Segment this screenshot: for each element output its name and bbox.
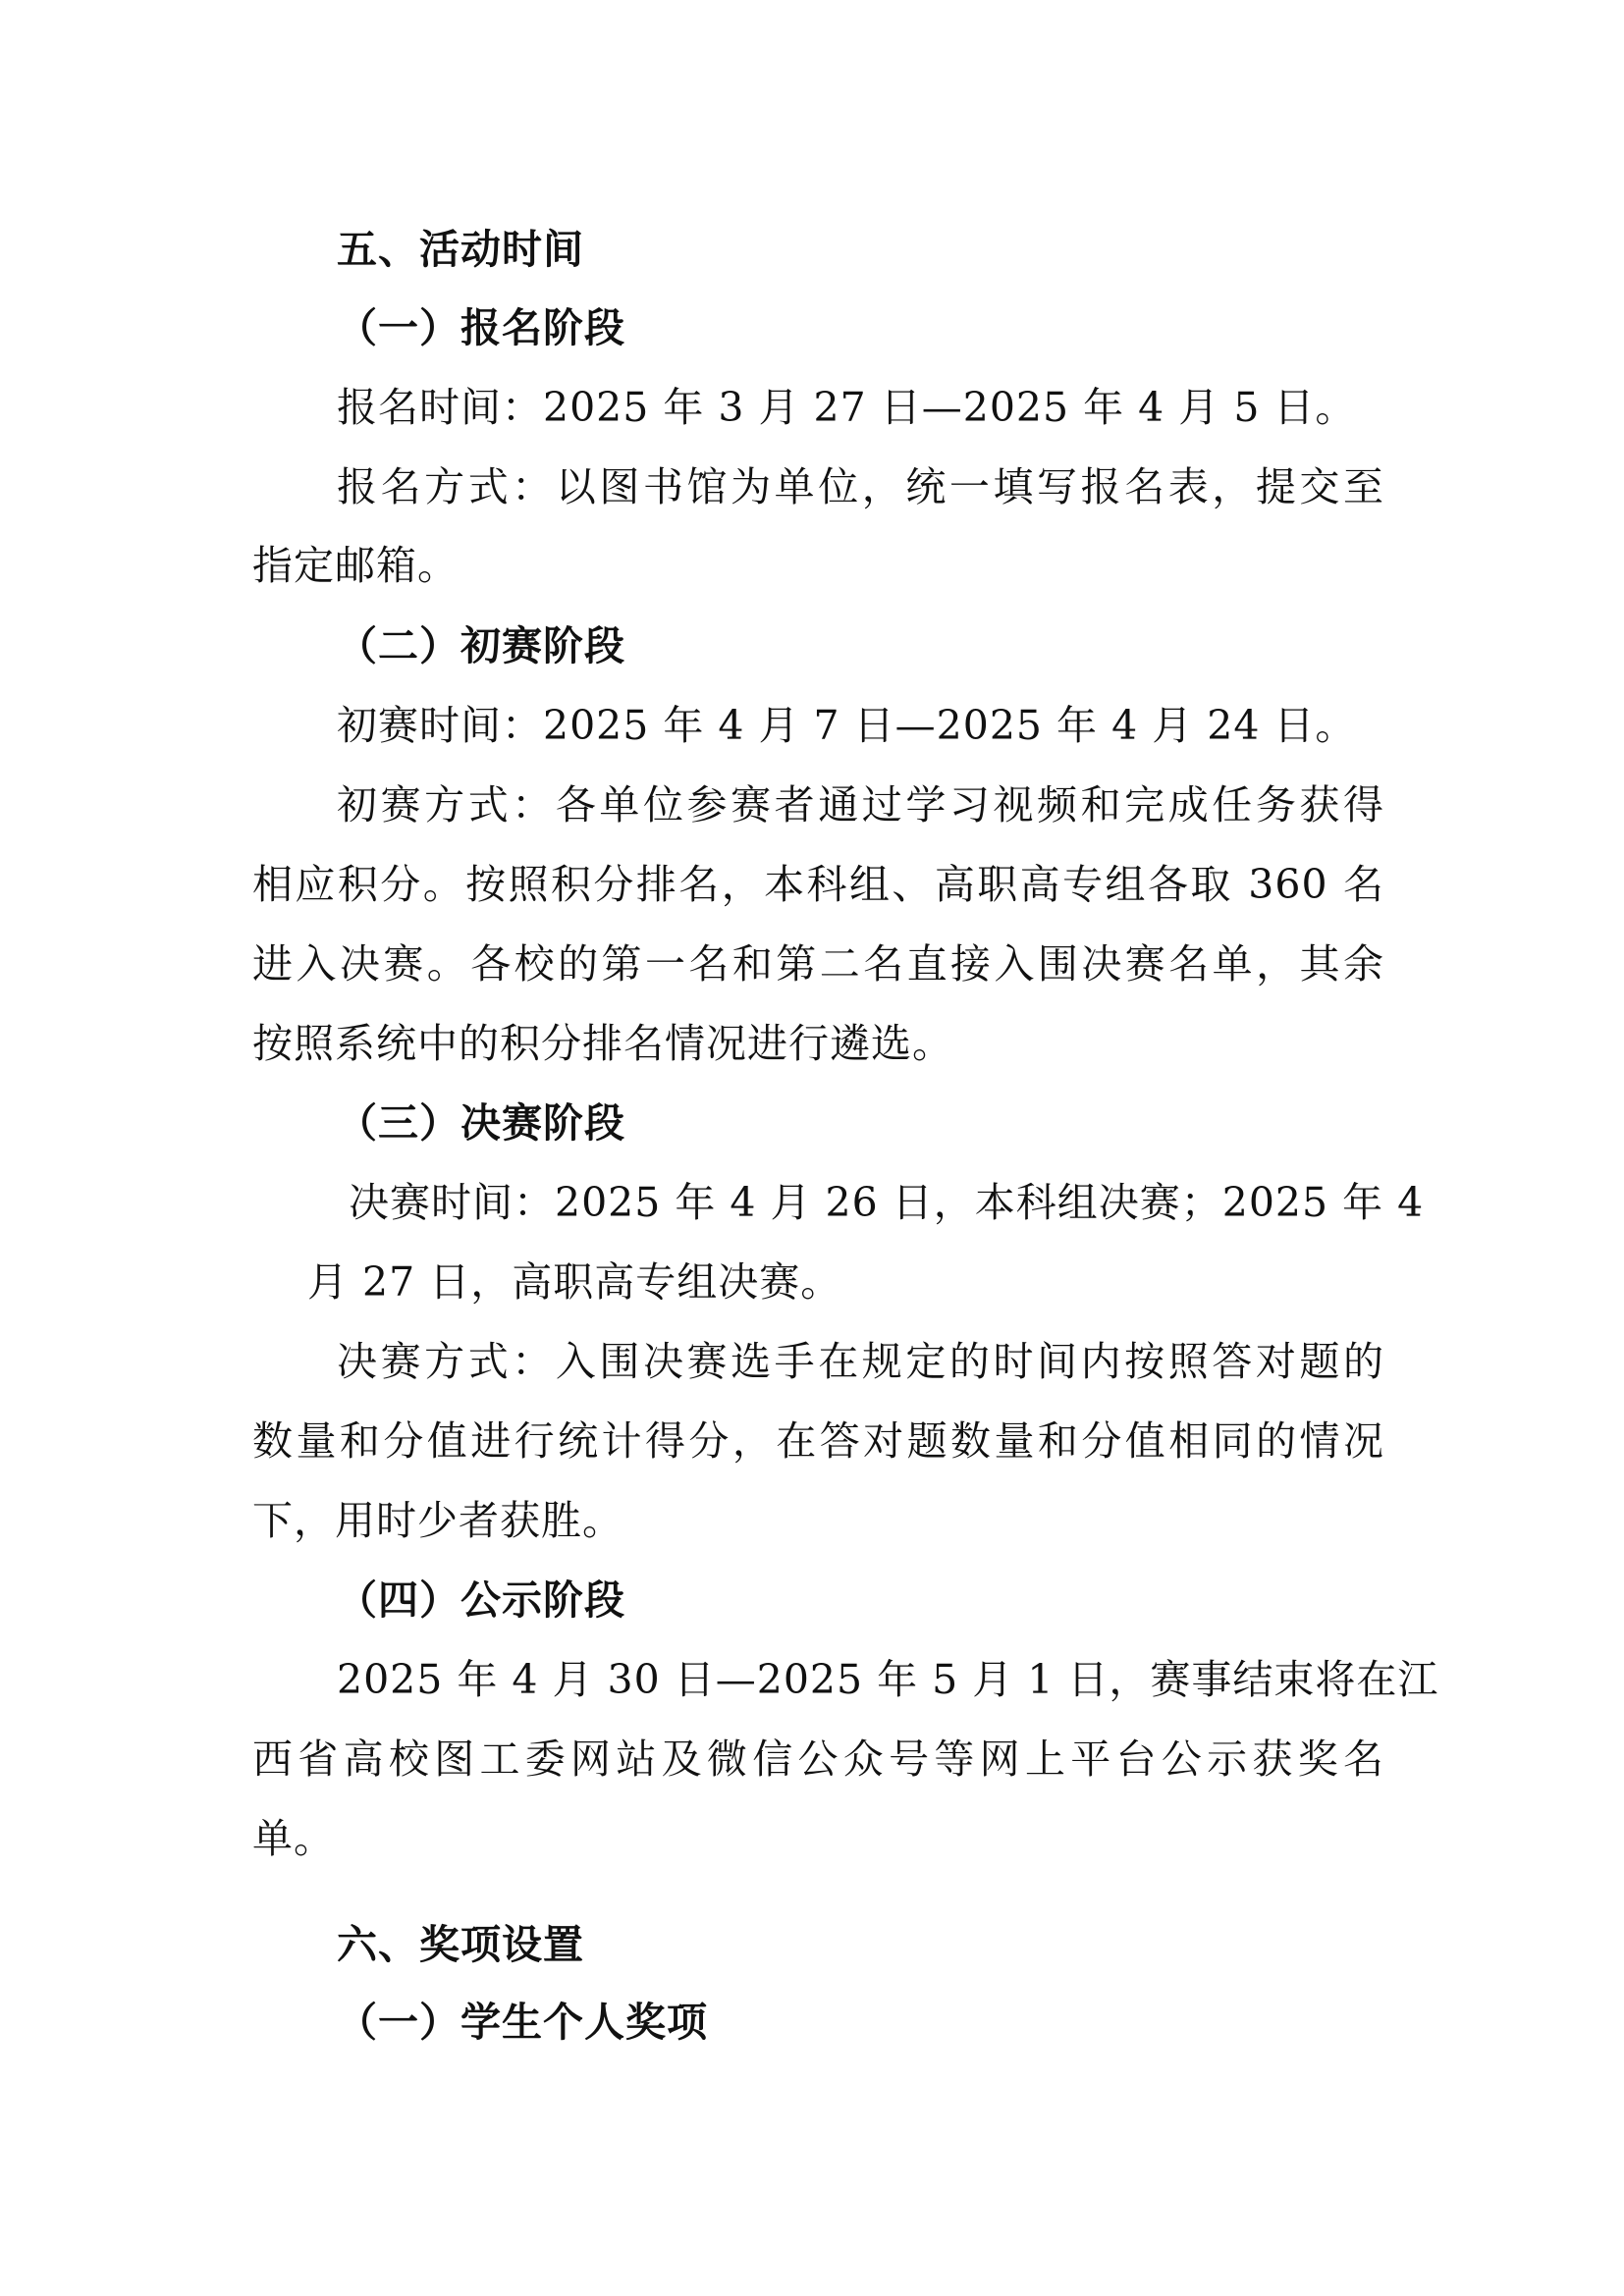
section-6-heading: 六、奖项设置 [337, 1921, 584, 1968]
publicity-heading: （四）公示阶段 [337, 1576, 625, 1624]
final-time-line2: 月 27 日，高职高专组决赛。 [307, 1258, 842, 1306]
preliminary-method-line4: 按照系统中的积分排名情况进行遴选。 [252, 1020, 953, 1067]
publicity-line2: 西省高校图工委网站及微信公众号等网上平台公示获奖名 [252, 1735, 1384, 1783]
publicity-line1: 2025 年 4 月 30 日—2025 年 5 月 1 日，赛事结束将在江 [337, 1656, 1439, 1703]
final-method-line1: 决赛方式：入围决赛选手在规定的时间内按照答对题的 [337, 1338, 1384, 1385]
registration-method-line2: 指定邮箱。 [252, 542, 459, 589]
registration-method-line1: 报名方式：以图书馆为单位，统一填写报名表，提交至 [337, 463, 1384, 510]
publicity-line3: 单。 [252, 1815, 335, 1862]
student-award-heading: （一）学生个人奖项 [337, 1999, 708, 2046]
preliminary-method-line2: 相应积分。按照积分排名，本科组、高职高专组各取 360 名 [252, 861, 1384, 908]
registration-time: 报名时间：2025 年 3 月 27 日—2025 年 4 月 5 日。 [337, 384, 1357, 431]
preliminary-method-line1: 初赛方式：各单位参赛者通过学习视频和完成任务获得 [337, 781, 1384, 828]
final-method-line2: 数量和分值进行统计得分，在答对题数量和分值相同的情况 [252, 1417, 1384, 1465]
final-time-line1: 决赛时间：2025 年 4 月 26 日，本科组决赛；2025 年 4 [349, 1179, 1425, 1226]
section-5-heading: 五、活动时间 [337, 226, 584, 273]
final-heading: （三）决赛阶段 [337, 1099, 625, 1147]
preliminary-time: 初赛时间：2025 年 4 月 7 日—2025 年 4 月 24 日。 [337, 702, 1357, 749]
preliminary-heading: （二）初赛阶段 [337, 622, 625, 669]
registration-heading: （一）报名阶段 [337, 304, 625, 351]
final-method-line3: 下，用时少者获胜。 [252, 1497, 623, 1544]
preliminary-method-line3: 进入决赛。各校的第一名和第二名直接入围决赛名单，其余 [252, 940, 1384, 988]
